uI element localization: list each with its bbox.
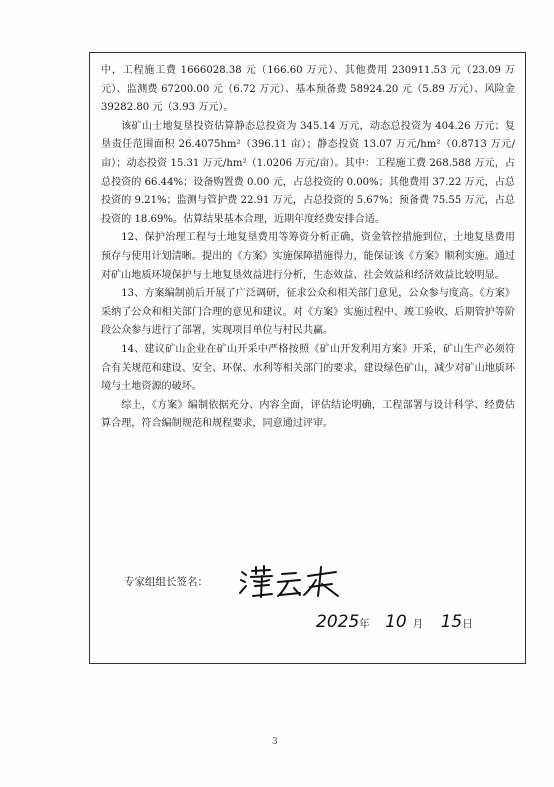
date-year: 2025 — [316, 612, 360, 632]
signature-label: 专家组组长签名： — [124, 576, 208, 588]
date-month-unit: 月 — [412, 618, 424, 630]
date-month: 10 — [385, 612, 407, 632]
paragraph-reclamation-investment: 该矿山土地复垦投资估算静态总投资为 345.14 万元，动态总投资为 404.26 万元；复垦责任范围面积 26.4075hm²（396.11 亩）；静态投资 13.07 万元/hm²（0.8713 万元/亩）；动态投资 15.31 万元/hm²（1.0206 万元/亩）。其中：工程施工费 268.588 万元，占总投资的 66.44%；设备购置费 0.00 元，占总投资的 0.00%；其他费用 37.22 万元，占总投资的 9.21%；监测与管护费 22.91 万元，占总投资的 5.67%；预备费 75.55 万元，占总投资的 18.69%。估算结果基本合理，近期年度经费安排合适。 — [101, 120, 515, 225]
paragraph-cost-continuation: 中，工程施工费 1666028.38 元（166.60 万元）、其他费用 230911.53 元（23.09 万元）、监测费 67200.00 元（6.72 万元）、基本预备费 58924.20 元（5.89 万元）、风险金 39282.80 元（3.93 万元）。 — [101, 65, 515, 114]
date-year-unit: 年 — [359, 618, 370, 630]
opinion-body — [101, 62, 515, 434]
paragraph-item-14: 14、建议矿山企业在矿山开采中严格按照《矿山开发利用方案》开采，矿山生产必须符合有关规范和建设、安全、环保、水利等相关部门的要求，建设绿色矿山，减少对矿山地质环境与土地资源的破坏。 — [101, 343, 515, 393]
handwritten-signature — [236, 562, 346, 602]
signing-date — [316, 612, 473, 632]
paragraph-summary: 综上，《方案》编制依据充分、内容全面，评估结论明确，工程部署与设计科学、经费估算合理，符合编制规范和规程要求，同意通过评审。 — [101, 399, 515, 430]
signature-row — [124, 566, 504, 606]
page-number: 3 — [272, 737, 278, 747]
paragraph-item-12: 12、保护治理工程与土地复垦费用等筹资分析正确，资金管控措施到位，土地复垦费用预存与使用计划清晰。提出的《方案》实施保障措施得力，能保证该《方案》顺利实施。通过对矿山地质环境保护与土地复垦效益进行分析，生态效益、社会效益和经济效益比较明显。 — [101, 232, 515, 281]
paragraph-item-13: 13、方案编制前后开展了广泛调研，征求公众和相关部门意见，公众参与度高。《方案》采纳了公众和相关部门合理的意见和建议。对《方案》实施过程中、竣工验收、后期管护等阶段公众参与进行了部署，实现项目单位与村民共赢。 — [101, 288, 515, 337]
date-day: 15 — [440, 612, 463, 632]
date-day-unit: 日 — [462, 618, 473, 630]
